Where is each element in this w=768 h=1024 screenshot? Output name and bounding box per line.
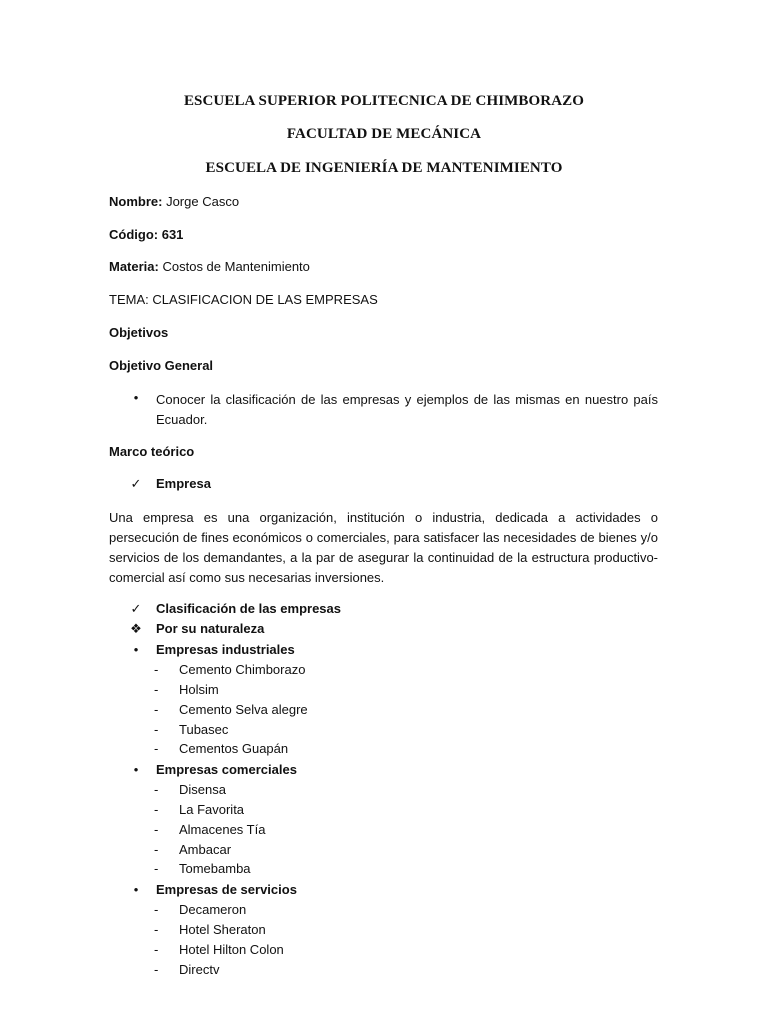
nombre-line bbox=[109, 194, 239, 209]
dash-icon: - bbox=[154, 682, 159, 697]
list-item-label: Almacenes Tía bbox=[179, 822, 266, 837]
list-item-label: Disensa bbox=[179, 782, 226, 797]
list-item-label: Cemento Chimborazo bbox=[179, 662, 306, 677]
bullet-icon: • bbox=[133, 882, 139, 897]
dash-icon: - bbox=[154, 842, 159, 857]
school-heading: ESCUELA DE INGENIERÍA DE MANTENIMIENTO bbox=[205, 160, 563, 176]
codigo-value: 631 bbox=[161, 227, 184, 242]
objetivo-text: Conocer la clasificación de las empresas y ejemplos de las mismas en nuestro país Ecuador. bbox=[156, 392, 658, 427]
marco-teorico-heading: Marco teórico bbox=[109, 444, 195, 459]
group-title: Empresas comerciales bbox=[156, 762, 297, 777]
dash-icon: - bbox=[154, 922, 159, 937]
check-icon: ✓ bbox=[130, 476, 142, 491]
codigo-label: Código: bbox=[109, 227, 159, 242]
nombre-value: Jorge Casco bbox=[166, 194, 240, 209]
faculty-heading: FACULTAD DE MECÁNICA bbox=[286, 126, 482, 142]
list-item-label: Ambacar bbox=[179, 842, 232, 857]
institution-heading: ESCUELA SUPERIOR POLITECNICA DE CHIMBORAZO bbox=[183, 93, 585, 109]
list-item-label: Cemento Selva alegre bbox=[179, 702, 308, 717]
diamond-icon: ❖ bbox=[130, 621, 142, 636]
dash-icon: - bbox=[154, 722, 159, 737]
list-item-label: Tomebamba bbox=[179, 861, 251, 876]
dash-icon: - bbox=[154, 662, 159, 677]
list-item-label: Tubasec bbox=[179, 722, 229, 737]
check-icon: ✓ bbox=[130, 601, 142, 616]
bullet-icon: • bbox=[133, 762, 139, 777]
materia-line bbox=[109, 259, 310, 274]
dash-icon: - bbox=[154, 902, 159, 917]
list-item-label: Hotel Sheraton bbox=[179, 922, 266, 937]
list-item-label: Directv bbox=[179, 962, 220, 977]
list-item-label: Holsim bbox=[179, 682, 219, 697]
list-item-label: Cementos Guapán bbox=[179, 741, 289, 756]
nombre-label: Nombre: bbox=[109, 194, 163, 209]
tema-label: TEMA: bbox=[109, 292, 149, 307]
dash-icon: - bbox=[154, 782, 159, 797]
list-item-label: Hotel Hilton Colon bbox=[179, 942, 284, 957]
materia-label: Materia: bbox=[109, 259, 159, 274]
list-item-label: Decameron bbox=[179, 902, 247, 917]
group-title: Empresas de servicios bbox=[156, 882, 297, 897]
dash-icon: - bbox=[154, 942, 159, 957]
empresa-paragraph: Una empresa es una organización, institución o industria, dedicada a actividades o persecución de fines económicos o comerciales, para satisfacer las necesidades de bienes y/o servicios de los demandantes, a la par de asegurar la continuidad de la estructura productivo-comercial así como sus necesarias inversiones. bbox=[109, 510, 658, 585]
dash-icon: - bbox=[154, 802, 159, 817]
tema-value: CLASIFICACION DE LAS EMPRESAS bbox=[152, 292, 378, 307]
codigo-line bbox=[109, 227, 183, 242]
empresa-heading: Empresa bbox=[156, 476, 211, 491]
naturaleza-heading: Por su naturaleza bbox=[156, 621, 265, 636]
dash-icon: - bbox=[154, 741, 159, 756]
tema-line bbox=[109, 292, 378, 307]
dash-icon: - bbox=[154, 962, 159, 977]
dash-icon: - bbox=[154, 861, 159, 876]
dash-icon: - bbox=[154, 702, 159, 717]
materia-value: Costos de Mantenimiento bbox=[162, 259, 310, 274]
dash-icon: - bbox=[154, 822, 159, 837]
bullet-icon: • bbox=[133, 390, 139, 405]
bullet-icon: • bbox=[133, 642, 139, 657]
group-title: Empresas industriales bbox=[156, 642, 295, 657]
objetivo-general-heading: Objetivo General bbox=[109, 358, 214, 373]
objetivos-heading: Objetivos bbox=[109, 325, 169, 340]
clasificacion-heading: Clasificación de las empresas bbox=[156, 601, 341, 616]
list-item-label: La Favorita bbox=[179, 802, 245, 817]
